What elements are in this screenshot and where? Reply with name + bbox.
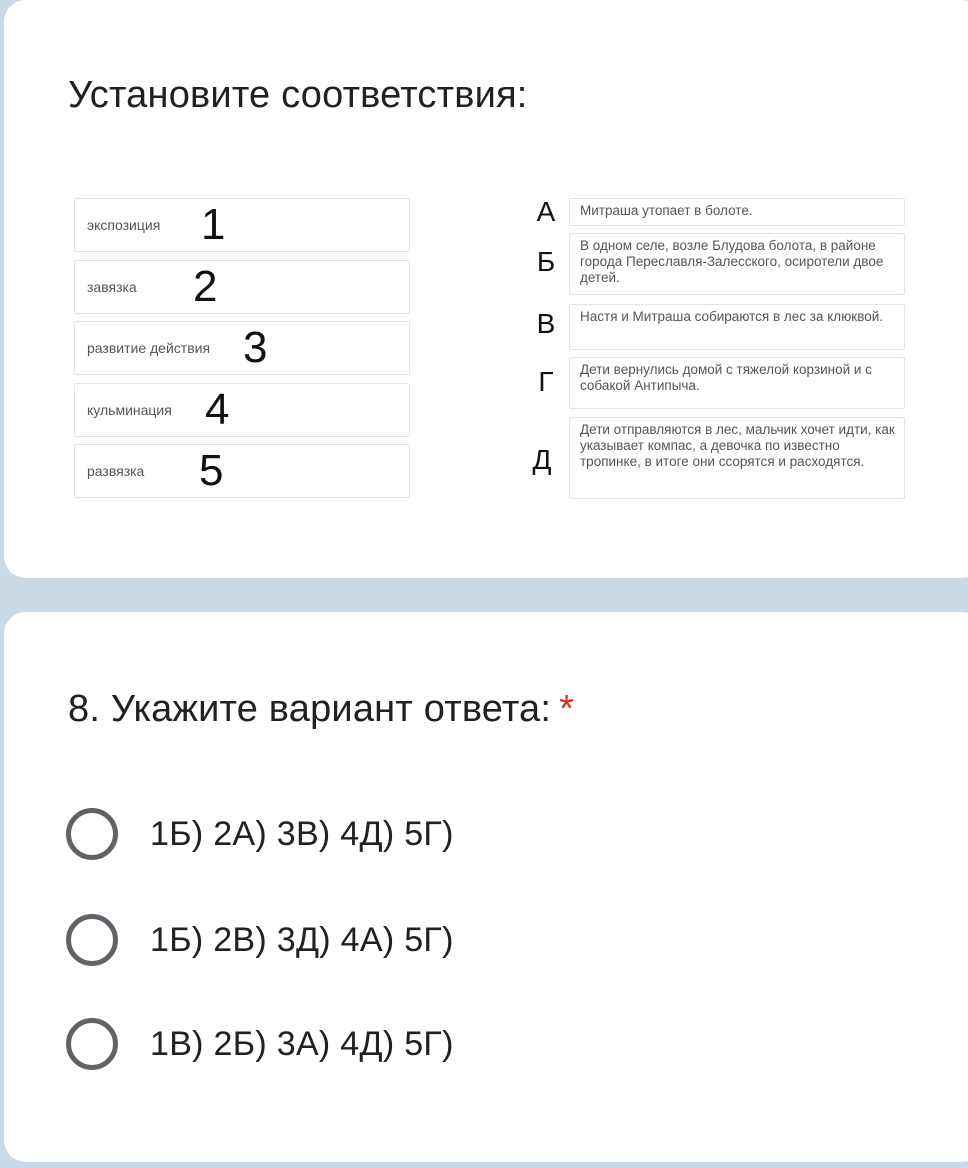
description-v: Настя и Митраша собираются в лес за клюквой.	[569, 304, 905, 350]
term-box-1	[74, 198, 410, 252]
letter-a: А	[536, 196, 556, 227]
term-number: 1	[201, 200, 226, 249]
term-number: 4	[205, 385, 230, 434]
term-number: 5	[199, 446, 224, 495]
question-8-title-text: 8. Укажите вариант ответа:	[68, 688, 552, 730]
term-box-3	[74, 321, 410, 375]
term-label: развязка	[87, 463, 145, 479]
letter-b: Б	[536, 246, 556, 277]
radio-button-icon[interactable]	[66, 914, 118, 966]
option-1[interactable]	[66, 804, 666, 864]
option-label[interactable]: 1Б) 2В) 3Д) 4А) 5Г)	[150, 920, 454, 959]
term-label: экспозиция	[87, 217, 161, 233]
description-g: Дети вернулись домой с тяжелой корзиной и с собакой Антипыча.	[569, 357, 905, 409]
term-box-4	[74, 383, 410, 437]
term-box-2	[74, 260, 410, 314]
option-2[interactable]	[66, 910, 666, 970]
question-8-title	[68, 688, 574, 731]
description-d: Дети отправляются в лес, мальчик хочет идти, как указывает компас, а девочка по известно тропинке, в итоге они ссорятся и расходятся.	[569, 417, 905, 499]
match-question-card	[4, 0, 968, 578]
option-3[interactable]	[66, 1014, 666, 1074]
term-number: 3	[243, 323, 268, 372]
term-box-5	[74, 444, 410, 498]
term-label: завязка	[87, 279, 137, 295]
radio-button-icon[interactable]	[66, 1018, 118, 1070]
option-label[interactable]: 1Б) 2А) 3В) 4Д) 5Г)	[150, 814, 454, 853]
description-a: Митраша утопает в болоте.	[569, 198, 905, 226]
radio-button-icon[interactable]	[66, 808, 118, 860]
required-asterisk: *	[559, 688, 575, 730]
term-label: кульминация	[87, 402, 172, 418]
letter-v: В	[536, 308, 556, 339]
letter-d: Д	[532, 444, 552, 475]
term-label: развитие действия	[87, 340, 211, 356]
question-8-card	[4, 612, 968, 1162]
question-title: Установите соответствия:	[68, 74, 528, 116]
term-number: 2	[193, 262, 218, 311]
option-label[interactable]: 1В) 2Б) 3А) 4Д) 5Г)	[150, 1024, 454, 1063]
letter-g: Г	[538, 366, 554, 397]
description-b: В одном селе, возле Блудова болота, в районе города Переславля-Залесского, осиротели двое детей.	[569, 233, 905, 295]
